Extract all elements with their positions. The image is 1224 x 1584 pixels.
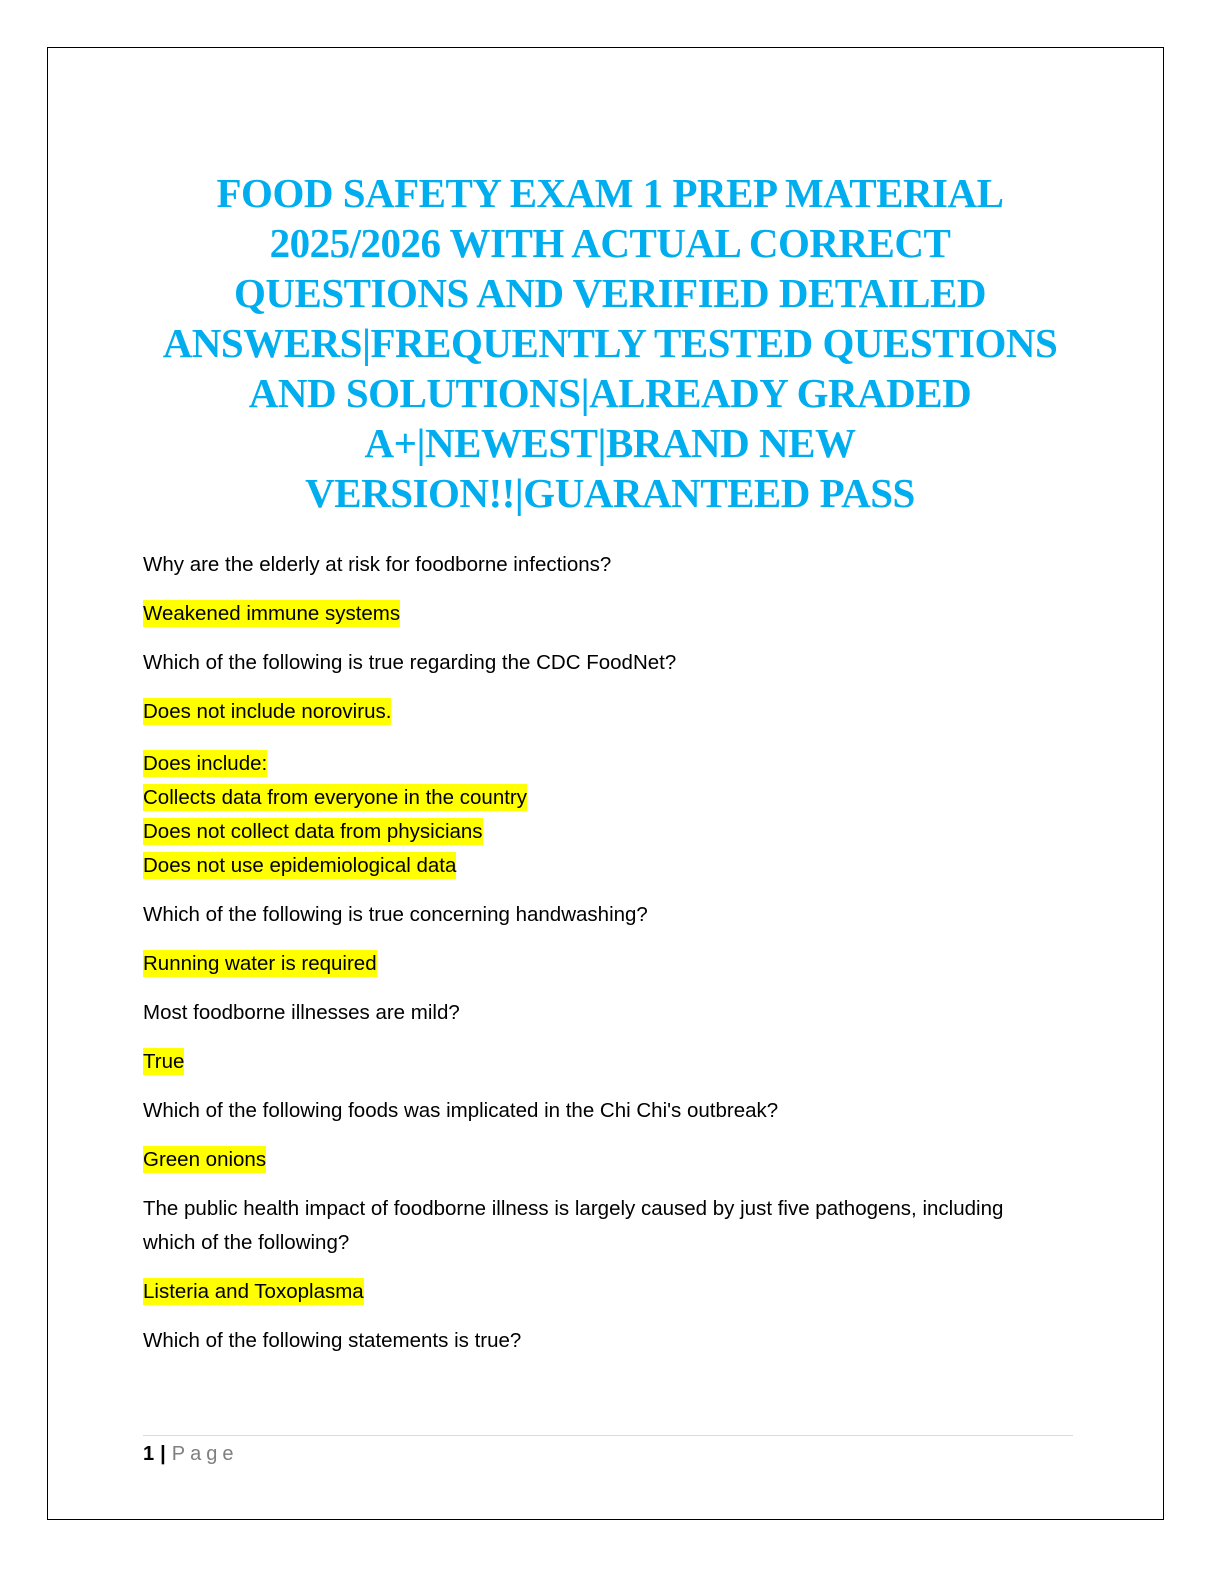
- question-5: Which of the following foods was implicated in the Chi Chi's outbreak?: [143, 1099, 779, 1122]
- question-6-line-2: which of the following?: [143, 1231, 350, 1254]
- answer-2-details: [143, 747, 1073, 883]
- answer-3-text: Running water is required: [143, 952, 377, 975]
- question-7: Which of the following statements is true?: [143, 1329, 522, 1352]
- question-3: Which of the following is true concerning handwashing?: [143, 903, 648, 926]
- footer-separator: |: [160, 1443, 166, 1465]
- answer-6: [143, 1275, 1073, 1309]
- question-2: Which of the following is true regarding the CDC FoodNet?: [143, 651, 677, 674]
- answer-1: [143, 597, 1073, 631]
- page-footer: [143, 1441, 238, 1467]
- answer-4: [143, 1045, 1073, 1079]
- answer-3: [143, 947, 1073, 981]
- question-6-line-1: The public health impact of foodborne illness is largely caused by just five pathogens, including: [143, 1197, 1004, 1220]
- question-4: Most foodborne illnesses are mild?: [143, 1001, 460, 1024]
- answer-2-text: Does not include norovirus.: [143, 700, 392, 723]
- answer-5-text: Green onions: [143, 1148, 267, 1171]
- page-number: 1: [143, 1443, 155, 1465]
- answer-5: [143, 1143, 1073, 1177]
- page-label: Page: [171, 1443, 239, 1465]
- answer-1-text: Weakened immune systems: [143, 602, 401, 625]
- question-6: [143, 1192, 1073, 1260]
- answer-6-text: Listeria and Toxoplasma: [143, 1280, 364, 1303]
- answer-4-text: True: [143, 1050, 185, 1073]
- answer-2: [143, 695, 1073, 729]
- spacer: [143, 729, 1073, 747]
- answer-2-detail-line: Does include:: [143, 752, 268, 775]
- answer-2-detail-line: Collects data from everyone in the country: [143, 786, 527, 809]
- footer-divider: [143, 1435, 1073, 1436]
- answer-2-detail-line: Does not use epidemiological data: [143, 854, 457, 877]
- question-1: Why are the elderly at risk for foodborne infections?: [143, 553, 612, 576]
- answer-2-detail-line: Does not collect data from physicians: [143, 820, 483, 843]
- document-body: [143, 548, 1073, 1373]
- document-title: FOOD SAFETY EXAM 1 PREP MATERIAL 2025/2026 WITH ACTUAL CORRECT QUESTIONS AND VERIFIED DETAILED ANSWERS|FREQUENTLY TESTED QUESTIONS AND SOLUTIONS|ALREADY GRADED A+|NEWEST|BRAND NEW VERSION!!|GUARANTEED PASS: [162, 170, 1058, 516]
